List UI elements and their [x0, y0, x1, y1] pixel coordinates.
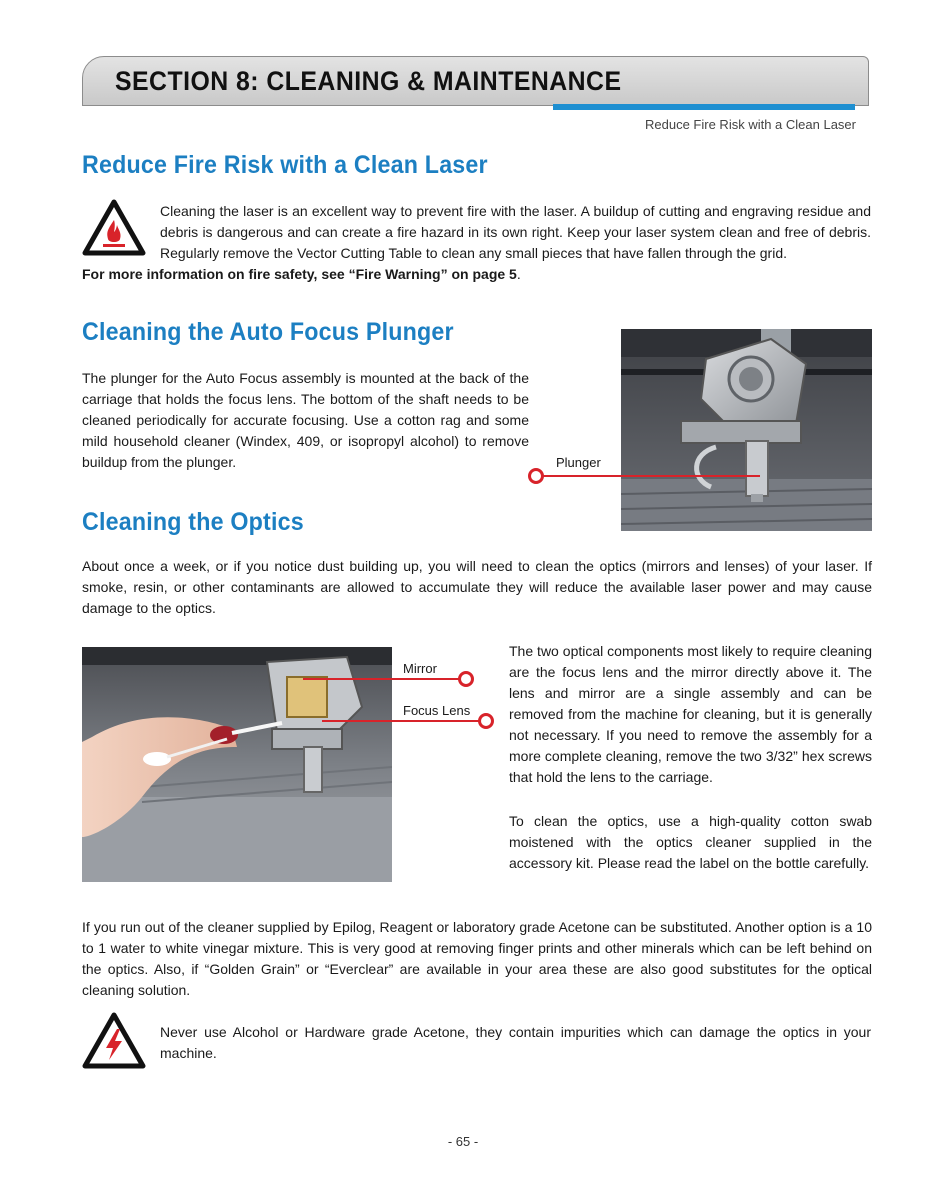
plunger-callout-marker [528, 468, 544, 484]
plunger-photo [621, 329, 872, 531]
optics-substitutes-paragraph [82, 917, 872, 1001]
optics-swab-text: To clean the optics, use a high-quality cotton swab moistened with the optics cleaner supplied in the accessory kit. Please read the label on the bottle carefully. [509, 813, 872, 871]
fire-more-info-period: . [516, 266, 521, 282]
plunger-heading: Cleaning the Auto Focus Plunger [82, 318, 454, 346]
fire-warning-icon [82, 199, 146, 257]
mirror-callout-line [303, 678, 461, 680]
banner-accent-stripe [553, 104, 855, 110]
section-banner [82, 56, 869, 106]
optics-heading: Cleaning the Optics [82, 508, 304, 536]
fire-risk-paragraph [160, 201, 871, 264]
section-title: SECTION 8: CLEANING & MAINTENANCE [115, 66, 622, 96]
optics-substitutes-text: If you run out of the cleaner supplied by Epilog, Reagent or laboratory grade Acetone can be substituted. Another option is a 10 to 1 water to white vinegar mixture. This is very good at removing finger prints and other minerals which can be left behind on the optics. Also, if “Golden Grain” or “Everclear” are available in your area these are also good substitutes for the optical cleaning solution. [82, 919, 872, 998]
optics-components-paragraph [509, 641, 872, 788]
electrical-hazard-icon [82, 1012, 146, 1070]
focus-lens-callout-label: Focus Lens [403, 703, 471, 718]
plunger-text: The plunger for the Auto Focus assembly is mounted at the back of the carriage that holds the focus lens. The bottom of the shaft needs to be cleaned periodically for accurate focusing. Use a cotton rag and some mild household cleaner (Windex, 409, or isopropyl alcohol) to remove buildup from the plunger. [82, 370, 529, 470]
optics-cleaning-photo [82, 647, 392, 882]
fire-more-info-link-text: For more information on fire safety, see “Fire Warning” on page 5 [82, 266, 517, 282]
running-head: Reduce Fire Risk with a Clean Laser [645, 117, 856, 132]
focus-lens-callout-marker [478, 713, 494, 729]
page-number: - 65 - [447, 1134, 479, 1149]
optics-warning-paragraph [160, 1022, 871, 1064]
focus-lens-callout-line [322, 720, 479, 722]
optics-intro-text: About once a week, or if you notice dust building up, you will need to clean the optics (mirrors and lenses) of your laser. If smoke, resin, or other contaminants are allowed to accumulate they will reduce the available laser power and may cause damage to the optics. [82, 558, 872, 616]
optics-components-text: The two optical components most likely to require cleaning are the focus lens and the mirror directly above it. The lens and mirror are a single assembly and can be removed from the machine for cleaning, but it is generally not necessary. If you need to remove the assembly for a more complete cleaning, remove the two 3/32” hex screws that hold the lens to the carriage. [509, 643, 872, 785]
mirror-callout-marker [458, 671, 474, 687]
plunger-callout-line [543, 475, 760, 477]
mirror-callout-label: Mirror [403, 661, 437, 676]
fire-risk-heading: Reduce Fire Risk with a Clean Laser [82, 151, 488, 179]
optics-swab-paragraph [509, 811, 872, 874]
fire-risk-text: Cleaning the laser is an excellent way to prevent fire with the laser. A buildup of cutting and engraving residue and debris is dangerous and can create a fire hazard in its own right. Keep your laser system clean and free of debris. Regularly remove the Vector Cutting Table to clean any small pieces that have fallen through the grid. [160, 203, 871, 261]
optics-warning-text: Never use Alcohol or Hardware grade Acetone, they contain impurities which can damage the optics in your machine. [160, 1024, 871, 1061]
fire-more-info [82, 264, 872, 285]
plunger-callout-label: Plunger [556, 455, 601, 470]
optics-intro-paragraph [82, 556, 872, 619]
plunger-paragraph [82, 368, 529, 473]
